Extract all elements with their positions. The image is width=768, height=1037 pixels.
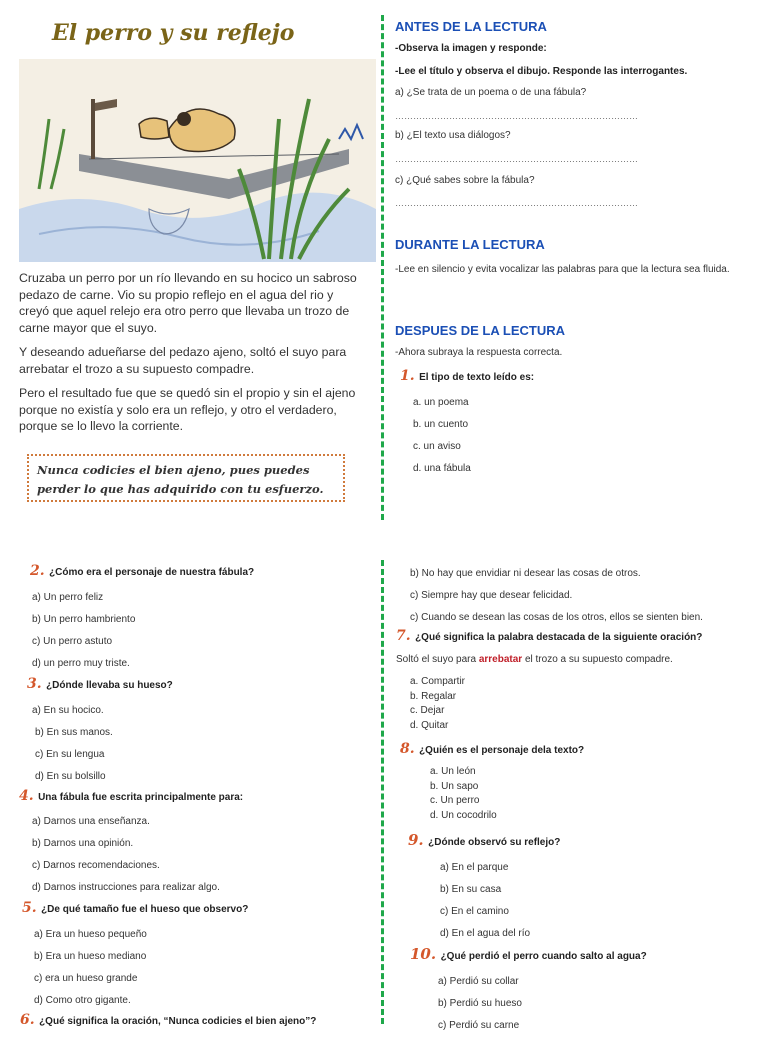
antes-heading: ANTES DE LA LECTURA bbox=[395, 19, 547, 34]
question-number: 9. bbox=[408, 831, 424, 849]
answer-line: ……………………………………………………………………… bbox=[395, 198, 638, 208]
option[interactable]: d) Darnos instrucciones para realizar algo. bbox=[32, 882, 220, 893]
story-text bbox=[19, 270, 357, 443]
option[interactable]: b) No hay que envidiar ni desear las cosas de otros. bbox=[410, 568, 641, 579]
antes-question-a: a) ¿Se trata de un poema o de una fábula? bbox=[395, 87, 587, 98]
option[interactable]: d) En su bolsillo bbox=[35, 771, 106, 782]
option[interactable]: b) Era un hueso mediano bbox=[34, 951, 147, 962]
option[interactable]: a) Darnos una enseñanza. bbox=[32, 816, 150, 827]
question-text: ¿Quién es el personaje dela texto? bbox=[419, 745, 585, 756]
question-number: 3. bbox=[27, 676, 42, 692]
question-number: 4. bbox=[19, 788, 34, 804]
sentence-part: Soltó el suyo para bbox=[396, 654, 479, 665]
question-1-options bbox=[413, 392, 471, 480]
question-5 bbox=[22, 899, 248, 917]
durante-text: -Lee en silencio y evita vocalizar las palabras para que la lectura sea fluida. bbox=[395, 264, 730, 275]
question-8-options bbox=[430, 765, 497, 823]
highlighted-word: arrebatar bbox=[478, 654, 523, 665]
antes-question-b: b) ¿El texto usa diálogos? bbox=[395, 130, 511, 141]
option[interactable]: c) era un hueso grande bbox=[34, 973, 138, 984]
option[interactable]: a) Perdió su collar bbox=[438, 976, 519, 987]
question-6-options bbox=[410, 563, 760, 629]
question-2-options bbox=[32, 587, 135, 675]
answer-line: ……………………………………………………………………… bbox=[395, 154, 638, 164]
option[interactable]: b) Darnos una opinión. bbox=[32, 838, 134, 849]
question-3 bbox=[27, 675, 173, 693]
question-text: El tipo de texto leído es: bbox=[419, 372, 535, 383]
option[interactable]: c) Darnos recomendaciones. bbox=[32, 860, 160, 871]
question-number: 5. bbox=[22, 900, 37, 916]
question-number: 6. bbox=[20, 1012, 35, 1028]
option[interactable]: a) En su hocico. bbox=[32, 705, 104, 716]
option[interactable]: b) Perdió su hueso bbox=[438, 998, 522, 1009]
option[interactable]: b. un cuento bbox=[413, 419, 469, 430]
option[interactable]: b. Regalar bbox=[410, 690, 457, 702]
option[interactable]: c) Siempre hay que desear felicidad. bbox=[410, 590, 573, 601]
question-7-options bbox=[410, 675, 465, 733]
question-number: 10. bbox=[410, 945, 437, 963]
option[interactable]: b) Un perro hambriento bbox=[32, 614, 136, 625]
option[interactable]: b) En sus manos. bbox=[35, 727, 113, 738]
option[interactable]: d. Quitar bbox=[410, 719, 449, 731]
question-text: ¿Qué significa la palabra destacada de la siguiente oración? bbox=[415, 632, 703, 643]
option[interactable]: d) un perro muy triste. bbox=[32, 658, 130, 669]
question-4-options bbox=[32, 811, 220, 899]
story-title: El perro y su reflejo bbox=[52, 20, 295, 46]
option[interactable]: c) En el camino bbox=[440, 906, 509, 917]
question-text: ¿De qué tamaño fue el hueso que observo? bbox=[41, 904, 249, 915]
antes-question-c: c) ¿Qué sabes sobre la fábula? bbox=[395, 175, 535, 186]
option[interactable]: a. Un león bbox=[430, 766, 476, 777]
question-text: ¿Dónde llevaba su hueso? bbox=[46, 680, 173, 691]
column-divider-bottom bbox=[381, 560, 384, 1024]
question-7 bbox=[396, 627, 702, 645]
question-number: 1. bbox=[400, 368, 415, 384]
question-6 bbox=[20, 1011, 316, 1029]
story-paragraph: Y deseando adueñarse del pedazo ajeno, soltó el suyo para arrebatar el trozo a su supuesto compadre. bbox=[19, 345, 347, 376]
question-7-sentence bbox=[396, 654, 673, 665]
story-paragraph: Pero el resultado fue que se quedó sin el propio y sin el ajeno porque no existía y solo era un reflejo, y otro el verdadero, porque se lo llevo la corriente. bbox=[19, 386, 356, 433]
question-4 bbox=[19, 787, 243, 805]
option[interactable]: d. Un cocodrilo bbox=[430, 809, 497, 821]
option[interactable]: c) En su lengua bbox=[35, 749, 105, 760]
durante-heading: DURANTE LA LECTURA bbox=[395, 237, 545, 252]
despues-heading: DESPUES DE LA LECTURA bbox=[395, 323, 565, 338]
question-2 bbox=[30, 562, 254, 580]
question-10-options bbox=[438, 971, 522, 1037]
option[interactable]: b. Un sapo bbox=[430, 780, 479, 792]
option[interactable]: c) Cuando se desean las cosas de los otros, ellos se sienten bien. bbox=[410, 612, 703, 623]
sentence-part: el trozo a su supuesto compadre. bbox=[522, 654, 673, 665]
question-text: Una fábula fue escrita principalmente para: bbox=[38, 792, 244, 803]
option[interactable]: b) En su casa bbox=[440, 884, 502, 895]
question-text: ¿Qué perdió el perro cuando salto al agua? bbox=[440, 951, 647, 962]
question-text: ¿Qué significa la oración, “Nunca codicies el bien ajeno”? bbox=[39, 1016, 317, 1027]
option[interactable]: d) En el agua del río bbox=[440, 928, 531, 939]
option[interactable]: a. Compartir bbox=[410, 676, 466, 687]
question-number: 2. bbox=[30, 563, 45, 579]
option[interactable]: d) Como otro gigante. bbox=[34, 995, 131, 1006]
option[interactable]: a) Era un hueso pequeño bbox=[34, 929, 147, 940]
option[interactable]: c) Perdió su carne bbox=[438, 1020, 520, 1031]
question-8 bbox=[400, 740, 584, 758]
option[interactable]: a. un poema bbox=[413, 397, 469, 408]
question-text: ¿Cómo era el personaje de nuestra fábula? bbox=[49, 567, 255, 578]
despues-text: -Ahora subraya la respuesta correcta. bbox=[395, 347, 563, 358]
option[interactable]: d. una fábula bbox=[413, 463, 471, 474]
question-5-options bbox=[34, 924, 147, 1012]
story-paragraph: Cruzaba un perro por un río llevando en su hocico un sabroso pedazo de carne. Vio su propio reflejo en el agua del rio y creyó que aquel relejo era otro perro que llevaba un trozo de carne mayor que el suyo. bbox=[19, 271, 357, 335]
question-10 bbox=[410, 945, 647, 964]
option[interactable]: c. un aviso bbox=[413, 441, 461, 452]
option[interactable]: c. Un perro bbox=[430, 795, 480, 806]
question-text: ¿Dónde observó su reflejo? bbox=[428, 837, 561, 848]
answer-line: ……………………………………………………………………… bbox=[395, 111, 638, 121]
option[interactable]: c. Dejar bbox=[410, 705, 445, 716]
dog-bridge-illustration bbox=[19, 59, 376, 262]
moral-box: Nunca codicies el bien ajeno, pues puedes perder lo que has adquirido con tu esfuerzo. bbox=[27, 454, 345, 502]
option[interactable]: c) Un perro astuto bbox=[32, 636, 113, 647]
antes-line-1: -Observa la imagen y responde: bbox=[395, 43, 547, 54]
option[interactable]: a) Un perro feliz bbox=[32, 592, 104, 603]
question-number: 7. bbox=[396, 628, 411, 644]
question-9 bbox=[408, 831, 560, 850]
question-1 bbox=[400, 367, 534, 385]
question-3-options bbox=[32, 700, 113, 788]
column-divider-top bbox=[381, 15, 384, 520]
antes-line-2: -Lee el título y observa el dibujo. Responde las interrogantes. bbox=[395, 66, 688, 77]
question-9-options bbox=[440, 857, 530, 945]
option[interactable]: a) En el parque bbox=[440, 862, 509, 873]
question-number: 8. bbox=[400, 741, 415, 757]
